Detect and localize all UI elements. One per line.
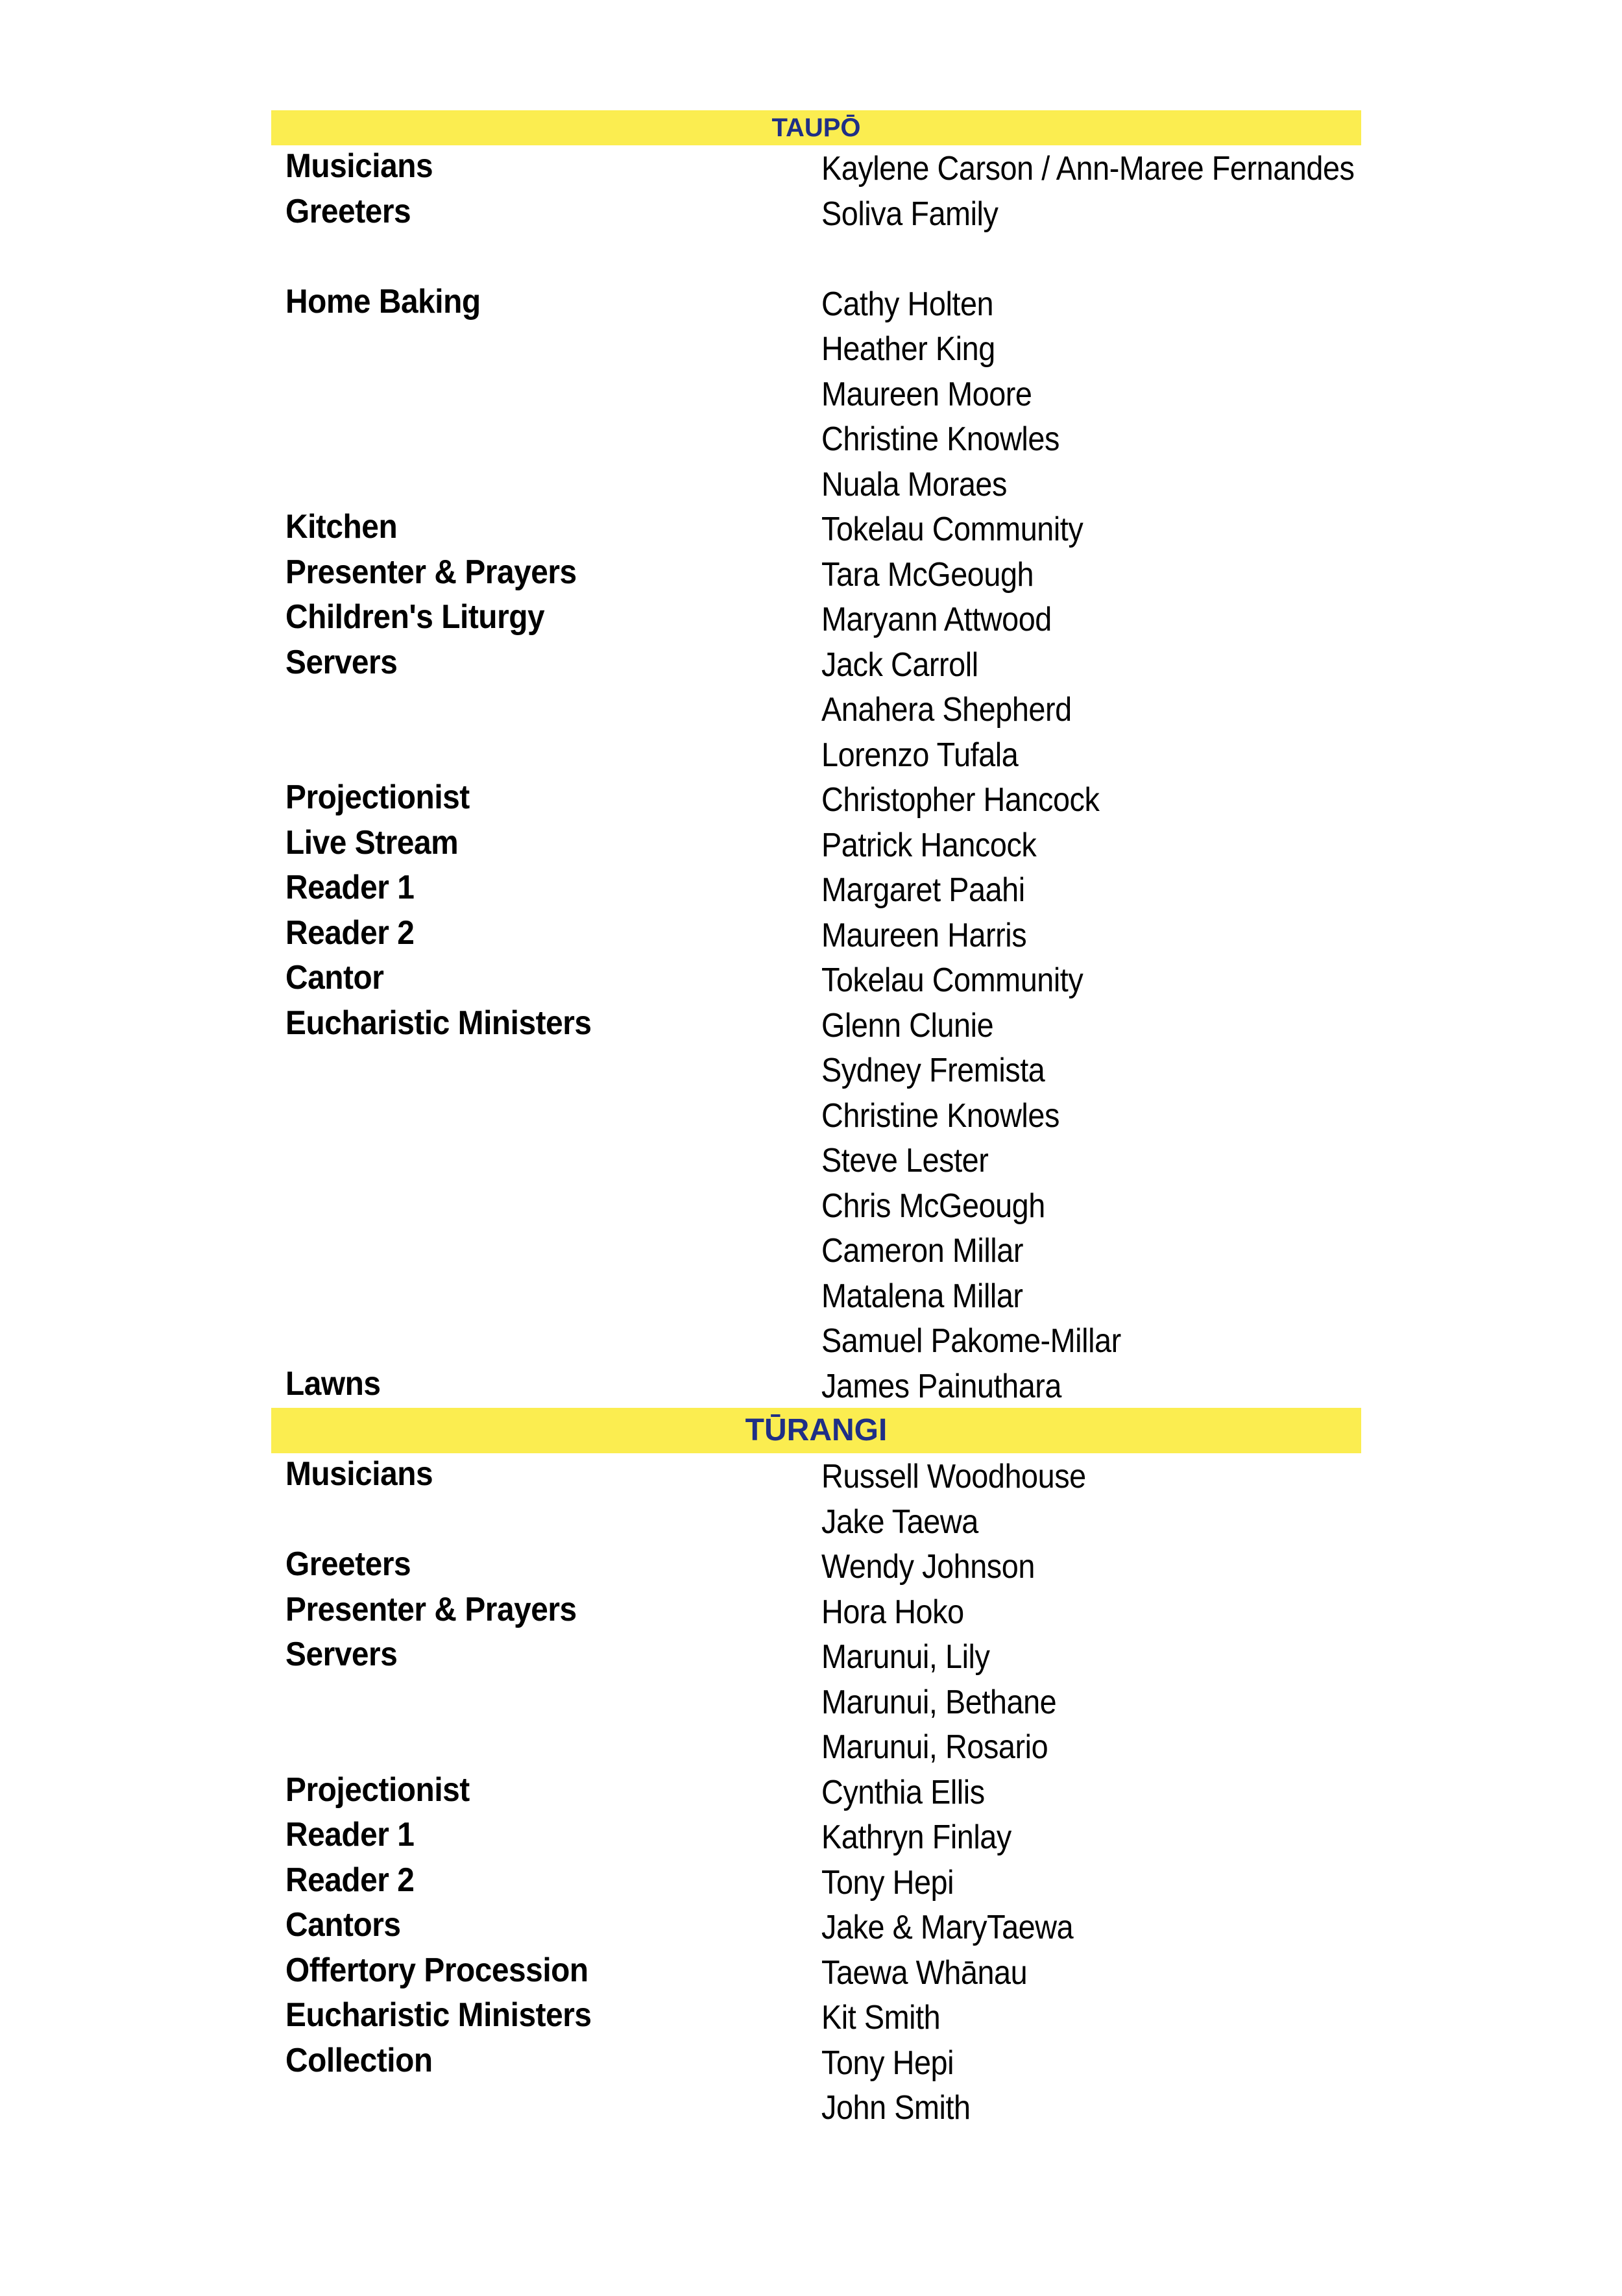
volunteer-name: Samuel Pakome-Millar (821, 1322, 1121, 1360)
volunteer-name: Tony Hepi (821, 1863, 954, 1902)
volunteer-name: Anahera Shepherd (821, 691, 1072, 729)
volunteer-name: Margaret Paahi (821, 871, 1025, 909)
section-rows-turangi (271, 1453, 1361, 2130)
role-label: Kitchen (285, 508, 398, 546)
volunteer-name: Nuala Moraes (821, 465, 1007, 503)
roster-row (271, 957, 1361, 1002)
roster-row (271, 1589, 1361, 1634)
roster-row (271, 236, 1361, 281)
roster-row (271, 822, 1361, 867)
roster-row (271, 506, 1361, 551)
volunteer-name: Tokelau Community (821, 961, 1083, 999)
roster-row (271, 1453, 1361, 1499)
volunteer-name: Hora Hoko (821, 1593, 964, 1631)
role-label: Cantors (285, 1906, 401, 1944)
roster-row (271, 371, 1361, 417)
volunteer-name: Tokelau Community (821, 511, 1083, 548)
volunteer-name: Maryann Attwood (821, 601, 1052, 638)
roster-row (271, 1093, 1361, 1138)
volunteer-name: Tony Hepi (821, 2044, 954, 2082)
role-label: Lawns (285, 1364, 381, 1403)
volunteer-name: James Painuthara (821, 1367, 1062, 1405)
volunteer-name: Marunui, Lily (821, 1638, 990, 1676)
roster-row (271, 1543, 1361, 1589)
volunteer-name: Patrick Hancock (821, 826, 1037, 864)
volunteer-name: Christine Knowles (821, 1096, 1059, 1135)
role-label: Eucharistic Ministers (285, 1996, 592, 2034)
roster-row (271, 1634, 1361, 1679)
volunteer-name: Wendy Johnson (821, 1548, 1035, 1586)
roster-row (271, 1318, 1361, 1363)
role-label: Reader 1 (285, 1816, 415, 1854)
roster-row (271, 281, 1361, 326)
volunteer-name: Matalena Millar (821, 1277, 1023, 1315)
volunteer-name: Christine Knowles (821, 420, 1059, 458)
role-label: Cantor (285, 959, 384, 997)
roster-row (271, 912, 1361, 958)
roster-row (271, 145, 1361, 191)
roster-row (271, 1183, 1361, 1228)
role-label: Eucharistic Ministers (285, 1004, 592, 1042)
roster-row (271, 777, 1361, 822)
role-label: Home Baking (285, 282, 481, 320)
volunteer-name: Steve Lester (821, 1142, 989, 1179)
section-rows-taupo (271, 145, 1361, 1408)
roster-sheet (271, 110, 1361, 2130)
volunteer-name: Marunui, Bethane (821, 1683, 1057, 1721)
roster-row (271, 416, 1361, 461)
role-label: Musicians (285, 147, 433, 185)
roster-row (271, 686, 1361, 732)
roster-row (271, 1679, 1361, 1724)
roster-row (271, 1994, 1361, 2040)
volunteer-name: Maureen Harris (821, 916, 1027, 954)
role-label: Reader 1 (285, 869, 415, 906)
role-label: Greeters (285, 192, 411, 230)
roster-row (271, 596, 1361, 642)
role-label: Reader 2 (285, 913, 415, 952)
volunteer-name: Heather King (821, 330, 995, 368)
role-label: Projectionist (285, 1770, 470, 1809)
roster-row (271, 1137, 1361, 1183)
roster-row (271, 1363, 1361, 1408)
roster-row (271, 867, 1361, 912)
volunteer-name: Cameron Millar (821, 1232, 1023, 1270)
volunteer-name: Kaylene Carson / Ann-Maree Fernandes (821, 150, 1355, 187)
roster-row (271, 1814, 1361, 1859)
role-label: Live Stream (285, 823, 459, 862)
volunteer-name: Christopher Hancock (821, 781, 1100, 819)
role-label: Offertory Procession (285, 1951, 588, 1989)
roster-row (271, 2085, 1361, 2130)
roster-row (271, 1227, 1361, 1273)
roster-row (271, 642, 1361, 687)
section-header-turangi: TŪRANGI (271, 1408, 1361, 1453)
roster-row (271, 2040, 1361, 2085)
volunteer-name: Kit Smith (821, 1999, 941, 2036)
role-label: Reader 2 (285, 1861, 415, 1899)
role-label: Projectionist (285, 779, 470, 816)
roster-row (271, 1724, 1361, 1769)
section-header-taupo: TAUPŌ (271, 110, 1361, 145)
volunteer-name: Jack Carroll (821, 646, 978, 684)
volunteer-name: Kathryn Finlay (821, 1819, 1011, 1856)
roster-row (271, 1859, 1361, 1905)
role-label: Presenter & Prayers (285, 1590, 577, 1628)
roster-row (271, 1273, 1361, 1318)
role-label: Servers (285, 643, 398, 681)
volunteer-name: Sydney Fremista (821, 1052, 1045, 1089)
volunteer-name: Marunui, Rosario (821, 1728, 1048, 1766)
volunteer-name: Lorenzo Tufala (821, 736, 1019, 774)
roster-row (271, 191, 1361, 236)
role-label: Children's Liturgy (285, 598, 545, 636)
roster-row (271, 732, 1361, 777)
roster-row (271, 326, 1361, 371)
role-label: Greeters (285, 1545, 411, 1583)
volunteer-name: Jake & MaryTaewa (821, 1909, 1074, 1946)
role-label: Servers (285, 1636, 398, 1673)
volunteer-name: Cynthia Ellis (821, 1773, 985, 1811)
role-label: Presenter & Prayers (285, 553, 577, 591)
roster-row (271, 1047, 1361, 1093)
volunteer-name: Maureen Moore (821, 375, 1032, 413)
volunteer-name: Chris McGeough (821, 1187, 1045, 1225)
volunteer-name: Russell Woodhouse (821, 1458, 1086, 1495)
roster-row (271, 461, 1361, 507)
role-label: Collection (285, 2041, 433, 2079)
volunteer-name: John Smith (821, 2089, 971, 2127)
roster-row (271, 1002, 1361, 1048)
volunteer-name: Tara McGeough (821, 555, 1034, 594)
volunteer-name: Soliva Family (821, 195, 999, 233)
volunteer-name: Jake Taewa (821, 1503, 978, 1541)
role-label: Musicians (285, 1455, 433, 1493)
roster-row (271, 1950, 1361, 1995)
roster-row (271, 1904, 1361, 1950)
volunteer-name: Taewa Whānau (821, 1953, 1028, 1992)
roster-row (271, 1769, 1361, 1815)
roster-row (271, 551, 1361, 597)
volunteer-name: Cathy Holten (821, 285, 994, 323)
volunteer-name: Glenn Clunie (821, 1006, 994, 1045)
roster-row (271, 1499, 1361, 1544)
